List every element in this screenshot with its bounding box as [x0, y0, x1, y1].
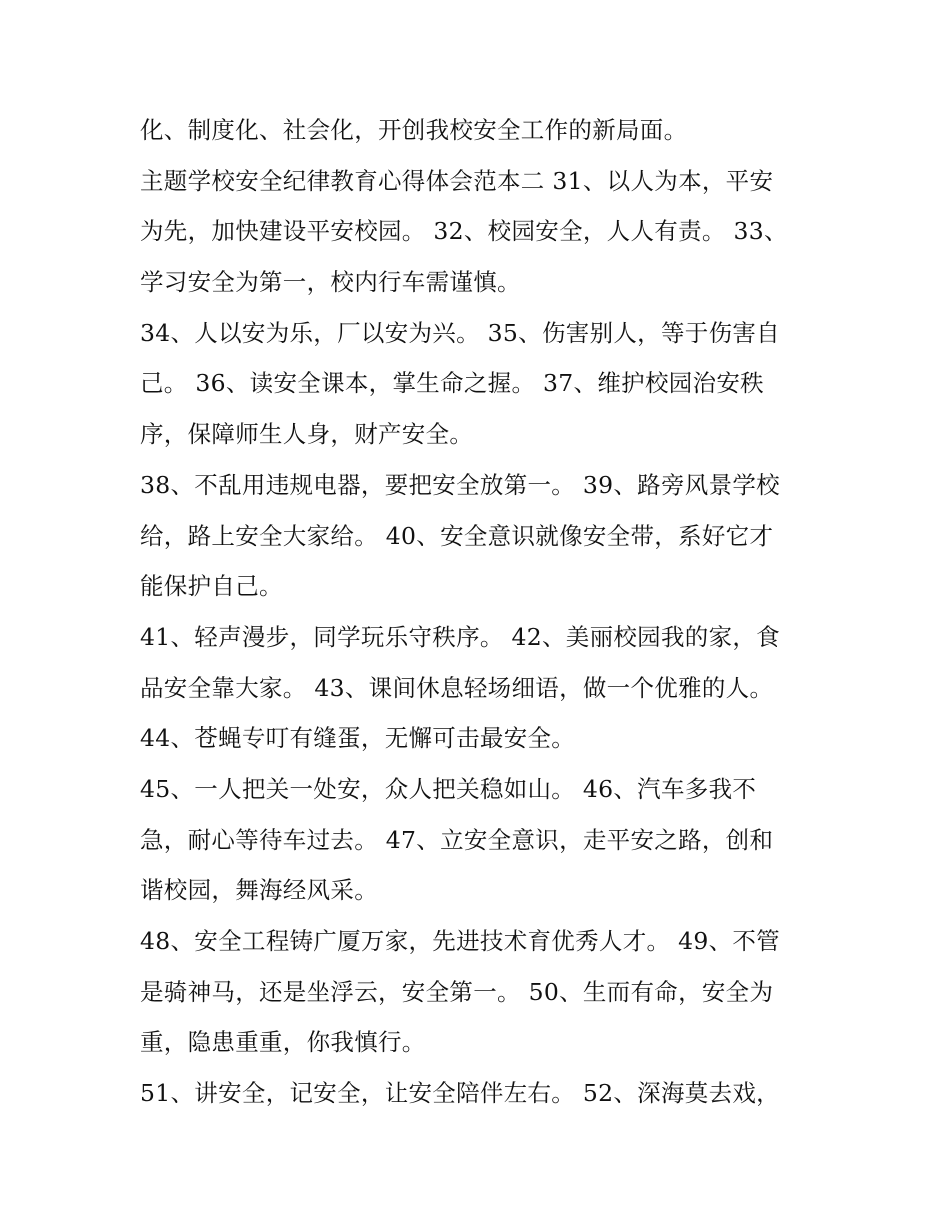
text-line: 谐校园，舞海经风采。 [140, 876, 378, 905]
text-line: 急，耐心等待车过去。 47、立安全意识，走平安之路，创和 [140, 825, 774, 854]
text-line: 为先，加快建设平安校园。 32、校园安全，人人有责。 33、 [140, 217, 788, 246]
text-line: 51、讲安全，记安全，让安全陪伴左右。 52、深海莫去戏， [140, 1079, 780, 1108]
text-line: 学习安全为第一，校内行车需谨慎。 [140, 268, 521, 297]
text-line: 品安全靠大家。 43、课间休息轻场细语，做一个优雅的人。 [140, 673, 774, 702]
document-body [140, 105, 820, 1119]
text-line: 能保护自己。 [140, 572, 283, 601]
text-line: 己。 36、读安全课本，掌生命之握。 37、维护校园治安秩 [140, 369, 764, 398]
text-line: 序，保障师生人身，财产安全。 [140, 420, 474, 449]
text-line: 主题学校安全纪律教育心得体会范本二 31、以人为本，平安 [140, 166, 774, 195]
text-line: 化、制度化、社会化，开创我校安全工作的新局面。 [140, 116, 688, 144]
text-line: 重，隐患重重，你我慎行。 [140, 1028, 426, 1057]
text-line: 45、一人把关一处安，众人把关稳如山。 46、汽车多我不 [140, 774, 757, 803]
text-line: 是骑神马，还是坐浮云，安全第一。 50、生而有命，安全为 [140, 977, 774, 1006]
text-line: 38、不乱用违规电器，要把安全放第一。 39、路旁风景学校 [140, 470, 780, 499]
text-line: 44、苍蝇专叮有缝蛋，无懈可击最安全。 [140, 724, 576, 753]
text-line: 给，路上安全大家给。 40、安全意识就像安全带，系好它才 [140, 521, 774, 550]
text-line: 34、人以安为乐，厂以安为兴。 35、伤害别人，等于伤害自 [140, 318, 780, 347]
text-line: 41、轻声漫步，同学玩乐守秩序。 42、美丽校园我的家，食 [140, 622, 780, 651]
text-line: 48、安全工程铸广厦万家，先进技术育优秀人才。 49、不管 [140, 927, 780, 955]
